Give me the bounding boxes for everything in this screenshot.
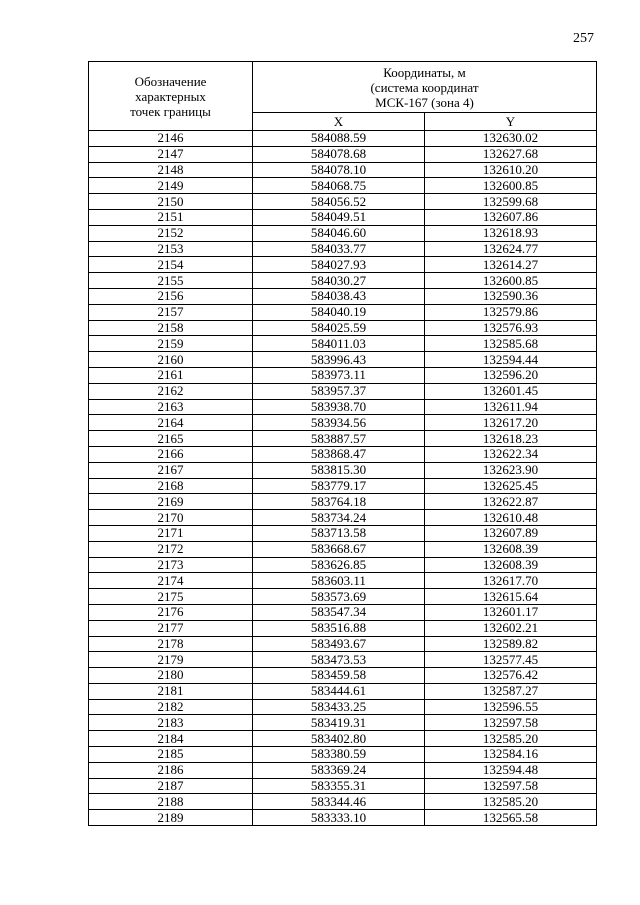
table-row	[89, 589, 597, 605]
x-coordinate-cell: 583957.37	[253, 383, 425, 399]
table-row	[89, 431, 597, 447]
x-coordinate-cell: 583473.53	[253, 652, 425, 668]
y-coordinate-cell: 132627.68	[425, 146, 597, 162]
x-coordinate-cell: 583626.85	[253, 557, 425, 573]
table-row	[89, 131, 597, 147]
y-coordinate-cell: 132630.02	[425, 131, 597, 147]
x-coordinate-cell: 583713.58	[253, 525, 425, 541]
coords-header-line: МСК-167 (зона 4)	[375, 94, 474, 110]
y-coordinate-cell: 132589.82	[425, 636, 597, 652]
y-coordinate-cell: 132601.45	[425, 383, 597, 399]
table-row	[89, 715, 597, 731]
y-coordinate-cell: 132579.86	[425, 304, 597, 320]
point-id-cell: 2158	[89, 320, 253, 336]
point-id-cell: 2149	[89, 178, 253, 194]
y-coordinate-cell: 132608.39	[425, 541, 597, 557]
x-coordinate-cell: 583402.80	[253, 731, 425, 747]
y-coordinate-cell: 132600.85	[425, 273, 597, 289]
point-id-cell: 2173	[89, 557, 253, 573]
x-coordinate-cell: 583779.17	[253, 478, 425, 494]
y-coordinate-cell: 132584.16	[425, 747, 597, 763]
table-row	[89, 557, 597, 573]
y-coordinate-cell: 132610.20	[425, 162, 597, 178]
y-coordinate-cell: 132565.58	[425, 810, 597, 826]
point-header-line: Обозначение	[134, 73, 207, 89]
x-coordinate-cell: 583734.24	[253, 510, 425, 526]
y-coordinate-cell: 132622.87	[425, 494, 597, 510]
y-coordinate-cell: 132577.45	[425, 652, 597, 668]
coordinates-header	[253, 62, 597, 113]
y-coordinate-cell: 132624.77	[425, 241, 597, 257]
point-id-cell: 2148	[89, 162, 253, 178]
y-coordinate-cell: 132594.48	[425, 762, 597, 778]
y-coordinate-cell: 132600.85	[425, 178, 597, 194]
point-id-cell: 2164	[89, 415, 253, 431]
y-coordinate-cell: 132610.48	[425, 510, 597, 526]
table-row	[89, 683, 597, 699]
y-coordinate-cell: 132590.36	[425, 288, 597, 304]
table-row	[89, 699, 597, 715]
point-header-line: точек границы	[130, 103, 211, 119]
table-row	[89, 146, 597, 162]
x-coordinate-cell: 584033.77	[253, 241, 425, 257]
x-coordinate-cell: 583444.61	[253, 683, 425, 699]
y-coordinate-cell: 132596.55	[425, 699, 597, 715]
point-id-cell: 2187	[89, 778, 253, 794]
table-row	[89, 573, 597, 589]
y-coordinate-cell: 132585.20	[425, 731, 597, 747]
table-row	[89, 241, 597, 257]
point-id-cell: 2152	[89, 225, 253, 241]
table-row	[89, 510, 597, 526]
table-row	[89, 209, 597, 225]
point-id-cell: 2153	[89, 241, 253, 257]
y-coordinate-cell: 132585.68	[425, 336, 597, 352]
x-coordinate-cell: 584027.93	[253, 257, 425, 273]
table-row	[89, 636, 597, 652]
x-coordinate-cell: 583573.69	[253, 589, 425, 605]
point-id-cell: 2185	[89, 747, 253, 763]
y-coordinate-cell: 132601.17	[425, 604, 597, 620]
x-coordinate-cell: 583764.18	[253, 494, 425, 510]
x-coordinate-cell: 583668.67	[253, 541, 425, 557]
x-coordinate-cell: 583419.31	[253, 715, 425, 731]
y-coordinate-cell: 132596.20	[425, 367, 597, 383]
table-row	[89, 810, 597, 826]
y-coordinate-cell: 132594.44	[425, 352, 597, 368]
point-id-cell: 2159	[89, 336, 253, 352]
table-row	[89, 178, 597, 194]
table-row	[89, 304, 597, 320]
x-coordinate-cell: 584038.43	[253, 288, 425, 304]
y-coordinate-cell: 132614.27	[425, 257, 597, 273]
x-coordinate-cell: 583973.11	[253, 367, 425, 383]
x-column-header: X	[253, 113, 425, 131]
point-id-cell: 2165	[89, 431, 253, 447]
point-header-line: характерных	[135, 88, 206, 104]
point-id-cell: 2180	[89, 668, 253, 684]
y-coordinate-cell: 132587.27	[425, 683, 597, 699]
table-row	[89, 525, 597, 541]
y-coordinate-cell: 132611.94	[425, 399, 597, 415]
point-id-cell: 2174	[89, 573, 253, 589]
x-coordinate-cell: 583459.58	[253, 668, 425, 684]
point-id-cell: 2151	[89, 209, 253, 225]
point-id-cell: 2170	[89, 510, 253, 526]
table-row	[89, 288, 597, 304]
point-id-cell: 2186	[89, 762, 253, 778]
table-row	[89, 257, 597, 273]
y-coordinate-cell: 132617.20	[425, 415, 597, 431]
x-coordinate-cell: 583815.30	[253, 462, 425, 478]
x-coordinate-cell: 583433.25	[253, 699, 425, 715]
table-row	[89, 399, 597, 415]
table-row	[89, 446, 597, 462]
y-coordinate-cell: 132597.58	[425, 715, 597, 731]
x-coordinate-cell: 584030.27	[253, 273, 425, 289]
table-header	[89, 62, 597, 131]
point-id-cell: 2183	[89, 715, 253, 731]
point-id-cell: 2161	[89, 367, 253, 383]
table-row	[89, 494, 597, 510]
y-coordinate-cell: 132615.64	[425, 589, 597, 605]
table-row	[89, 415, 597, 431]
y-coordinate-cell: 132602.21	[425, 620, 597, 636]
x-coordinate-cell: 583934.56	[253, 415, 425, 431]
table-row	[89, 273, 597, 289]
x-coordinate-cell: 583493.67	[253, 636, 425, 652]
table-row	[89, 336, 597, 352]
x-coordinate-cell: 583344.46	[253, 794, 425, 810]
table-row	[89, 620, 597, 636]
table-row	[89, 194, 597, 210]
x-coordinate-cell: 584046.60	[253, 225, 425, 241]
x-coordinate-cell: 583355.31	[253, 778, 425, 794]
point-id-cell: 2181	[89, 683, 253, 699]
table-body	[89, 131, 597, 826]
x-coordinate-cell: 584088.59	[253, 131, 425, 147]
point-id-cell: 2189	[89, 810, 253, 826]
point-id-cell: 2178	[89, 636, 253, 652]
point-id-cell: 2171	[89, 525, 253, 541]
coords-header-line: (система координат	[370, 79, 479, 95]
y-coordinate-cell: 132617.70	[425, 573, 597, 589]
x-coordinate-cell: 583333.10	[253, 810, 425, 826]
y-coordinate-cell: 132608.39	[425, 557, 597, 573]
table-row	[89, 762, 597, 778]
x-coordinate-cell: 584040.19	[253, 304, 425, 320]
point-id-cell: 2155	[89, 273, 253, 289]
x-coordinate-cell: 583547.34	[253, 604, 425, 620]
x-coordinate-cell: 583516.88	[253, 620, 425, 636]
table-row	[89, 162, 597, 178]
point-id-cell: 2167	[89, 462, 253, 478]
point-id-cell: 2169	[89, 494, 253, 510]
point-id-cell: 2177	[89, 620, 253, 636]
y-coordinate-cell: 132597.58	[425, 778, 597, 794]
point-id-cell: 2188	[89, 794, 253, 810]
y-coordinate-cell: 132585.20	[425, 794, 597, 810]
table-row	[89, 747, 597, 763]
point-id-cell: 2176	[89, 604, 253, 620]
x-coordinate-cell: 583380.59	[253, 747, 425, 763]
x-coordinate-cell: 583887.57	[253, 431, 425, 447]
point-id-cell: 2168	[89, 478, 253, 494]
point-id-cell: 2163	[89, 399, 253, 415]
y-column-header: Y	[425, 113, 597, 131]
table-row	[89, 731, 597, 747]
table-row	[89, 668, 597, 684]
coordinates-table	[88, 61, 597, 826]
y-coordinate-cell: 132618.93	[425, 225, 597, 241]
point-id-cell: 2146	[89, 131, 253, 147]
point-id-cell: 2182	[89, 699, 253, 715]
y-coordinate-cell: 132618.23	[425, 431, 597, 447]
table-row	[89, 320, 597, 336]
y-coordinate-cell: 132622.34	[425, 446, 597, 462]
table-row	[89, 352, 597, 368]
y-coordinate-cell: 132607.89	[425, 525, 597, 541]
table-row	[89, 794, 597, 810]
table-row	[89, 604, 597, 620]
x-coordinate-cell: 583369.24	[253, 762, 425, 778]
point-designation-header	[89, 62, 253, 131]
y-coordinate-cell: 132576.42	[425, 668, 597, 684]
table-row	[89, 652, 597, 668]
point-id-cell: 2179	[89, 652, 253, 668]
point-id-cell: 2154	[89, 257, 253, 273]
x-coordinate-cell: 584025.59	[253, 320, 425, 336]
x-coordinate-cell: 584068.75	[253, 178, 425, 194]
coords-header-line: Координаты, м	[383, 64, 466, 80]
point-id-cell: 2184	[89, 731, 253, 747]
y-coordinate-cell: 132599.68	[425, 194, 597, 210]
x-coordinate-cell: 584056.52	[253, 194, 425, 210]
x-coordinate-cell: 584011.03	[253, 336, 425, 352]
x-coordinate-cell: 583938.70	[253, 399, 425, 415]
y-coordinate-cell: 132623.90	[425, 462, 597, 478]
point-id-cell: 2160	[89, 352, 253, 368]
x-coordinate-cell: 583603.11	[253, 573, 425, 589]
table-row	[89, 778, 597, 794]
page-number: 257	[573, 31, 594, 46]
table-row	[89, 367, 597, 383]
y-coordinate-cell: 132576.93	[425, 320, 597, 336]
table-row	[89, 383, 597, 399]
x-coordinate-cell: 583868.47	[253, 446, 425, 462]
x-coordinate-cell: 584049.51	[253, 209, 425, 225]
x-coordinate-cell: 584078.68	[253, 146, 425, 162]
table-row	[89, 541, 597, 557]
point-id-cell: 2147	[89, 146, 253, 162]
table-row	[89, 225, 597, 241]
y-coordinate-cell: 132625.45	[425, 478, 597, 494]
point-id-cell: 2157	[89, 304, 253, 320]
point-id-cell: 2172	[89, 541, 253, 557]
point-id-cell: 2162	[89, 383, 253, 399]
table-row	[89, 462, 597, 478]
y-coordinate-cell: 132607.86	[425, 209, 597, 225]
point-id-cell: 2166	[89, 446, 253, 462]
point-id-cell: 2150	[89, 194, 253, 210]
point-id-cell: 2175	[89, 589, 253, 605]
table-row	[89, 478, 597, 494]
x-coordinate-cell: 583996.43	[253, 352, 425, 368]
x-coordinate-cell: 584078.10	[253, 162, 425, 178]
point-id-cell: 2156	[89, 288, 253, 304]
